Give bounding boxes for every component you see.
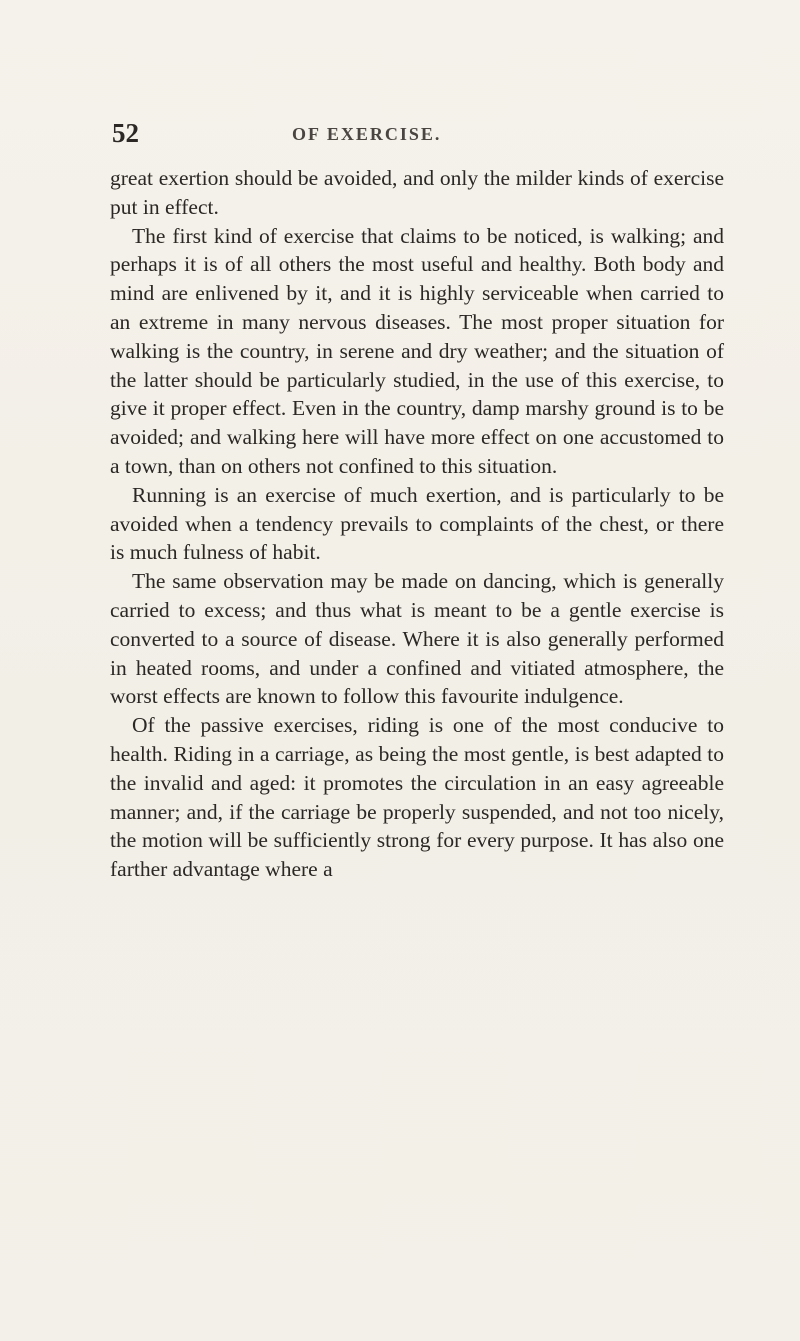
paragraph-continuation: great exertion should be avoided, and only the milder kinds of exercise put in effect.	[110, 166, 724, 219]
running-head	[112, 118, 722, 148]
page-number: 52	[112, 118, 139, 148]
paragraph-running: Running is an exercise of much exertion, and is particularly to be avoided when a tendency prevails to complaints of the chest, or there is much fulness of habit.	[110, 482, 724, 565]
paragraph-riding: Of the passive exercises, riding is one of the most conducive to health. Riding in a carriage, as being the most gentle, is best adapted to the invalid and aged: it promotes the circulation in an easy agreeable manner; and, if the carriage be properly suspended, and not too nicely, the motion will be sufficiently strong for every purpose. It has also one farther advantage where a	[110, 713, 724, 882]
paragraph-dancing: The same observation may be made on dancing, which is generally carried to excess; and thus what is meant to be a gentle exercise is converted to a source of disease. Where it is also generally performed in heated rooms, and under a confined and vitiated atmosphere, the worst effects are known to follow this favourite indulgence.	[110, 569, 724, 709]
running-title: OF EXERCISE.	[292, 124, 442, 144]
body-text	[110, 164, 724, 884]
paragraph-walking: The first kind of exercise that claims to be noticed, is walking; and perhaps it is of all others the most useful and healthy. Both body and mind are enlivened by it, and it is highly serviceable when carried to an extreme in many nervous diseases. The most proper situation for walking is the country, in serene and dry weather; and the situation of the latter should be particularly studied, in the use of this exercise, to give it proper effect. Even in the country, damp marshy ground is to be avoided; and walking here will have more effect on one accustomed to a town, than on others not confined to this situation.	[110, 223, 724, 478]
